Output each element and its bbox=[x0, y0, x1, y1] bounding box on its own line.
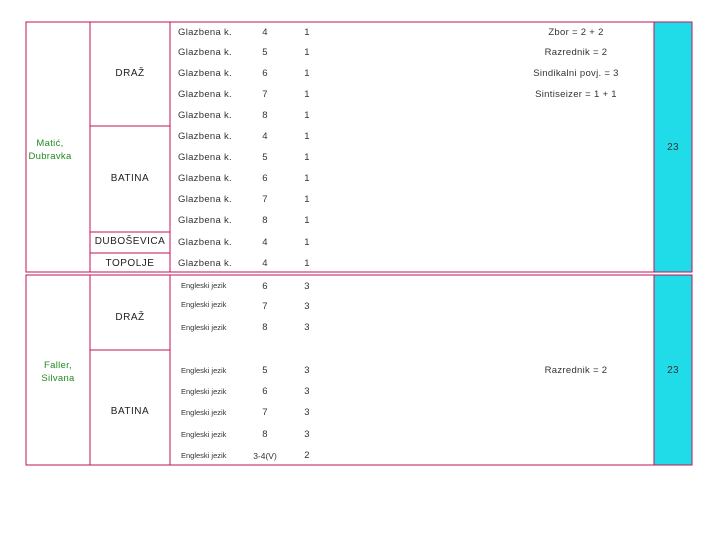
row-subject: Glazbena k. bbox=[178, 215, 232, 226]
school-label-batina: BATINA bbox=[110, 173, 150, 184]
row-hours: 3 bbox=[304, 386, 310, 397]
row-grade: 4 bbox=[262, 27, 268, 38]
row-hours: 1 bbox=[304, 27, 310, 38]
row-subject: Glazbena k. bbox=[178, 152, 232, 163]
row-subject: Glazbena k. bbox=[178, 258, 232, 269]
row-hours: 1 bbox=[304, 258, 310, 269]
row-grade: 8 bbox=[262, 215, 268, 226]
row-hours: 3 bbox=[304, 429, 310, 440]
row-subject: Engleski jezik bbox=[181, 408, 227, 417]
row-grade: 8 bbox=[262, 429, 268, 440]
row-subject: Glazbena k. bbox=[178, 89, 232, 100]
row-subject: Glazbena k. bbox=[178, 173, 232, 184]
row-hours: 3 bbox=[304, 407, 310, 418]
row-subject: Glazbena k. bbox=[178, 68, 232, 79]
row-hours: 1 bbox=[304, 110, 310, 121]
row-note: Zbor = 2 + 2 bbox=[548, 27, 604, 38]
teacher-name-line1: Matić, bbox=[36, 138, 64, 149]
row-hours: 1 bbox=[304, 131, 310, 142]
teacher-total-hours: 23 bbox=[667, 365, 679, 376]
row-grade: 6 bbox=[262, 68, 268, 79]
row-subject: Engleski jezik bbox=[181, 323, 227, 332]
row-subject: Engleski jezik bbox=[181, 451, 227, 460]
row-grade: 5 bbox=[262, 47, 268, 58]
row-grade: 4 bbox=[262, 258, 268, 269]
row-subject: Engleski jezik bbox=[181, 300, 227, 309]
row-grade: 5 bbox=[262, 365, 268, 376]
teacher-name-matic bbox=[28, 137, 71, 163]
teacher-name-line1: Faller, bbox=[44, 360, 72, 371]
row-note: Razrednik = 2 bbox=[544, 365, 608, 376]
teacher-name-line2: Silvana bbox=[41, 373, 75, 384]
row-grade: 7 bbox=[262, 407, 268, 418]
school-label-draz: DRAŽ bbox=[115, 68, 145, 79]
row-grade: 6 bbox=[262, 173, 268, 184]
row-subject: Engleski jezik bbox=[181, 387, 227, 396]
row-hours: 1 bbox=[304, 89, 310, 100]
school-label-batina: BATINA bbox=[110, 406, 150, 417]
row-note: Razrednik = 2 bbox=[544, 47, 608, 58]
row-hours: 2 bbox=[304, 450, 310, 461]
school-label-dubosevica: DUBOŠEVICA bbox=[94, 236, 166, 247]
row-grade: 6 bbox=[262, 281, 268, 292]
row-subject: Engleski jezik bbox=[181, 430, 227, 439]
row-subject: Engleski jezik bbox=[181, 366, 227, 375]
row-hours: 1 bbox=[304, 68, 310, 79]
row-grade: 7 bbox=[262, 89, 268, 100]
row-subject: Glazbena k. bbox=[178, 131, 232, 142]
row-hours: 3 bbox=[304, 322, 310, 333]
teacher-name-faller bbox=[41, 359, 74, 385]
row-grade: 8 bbox=[262, 322, 268, 333]
row-subject: Glazbena k. bbox=[178, 110, 232, 121]
row-grade: 4 bbox=[262, 131, 268, 142]
row-grade: 7 bbox=[262, 301, 268, 312]
teacher-name-line2: Dubravka bbox=[28, 151, 72, 162]
row-subject: Glazbena k. bbox=[178, 27, 232, 38]
row-hours: 1 bbox=[304, 47, 310, 58]
row-subject: Engleski jezik bbox=[181, 281, 227, 290]
teacher-total-hours: 23 bbox=[667, 142, 679, 153]
row-subject: Glazbena k. bbox=[178, 47, 232, 58]
row-note: Sintiseizer = 1 + 1 bbox=[535, 89, 617, 100]
school-label-topolje: TOPOLJE bbox=[105, 258, 155, 269]
row-grade: 5 bbox=[262, 152, 268, 163]
teacher-block-1-border bbox=[26, 22, 692, 272]
row-hours: 3 bbox=[304, 281, 310, 292]
row-grade: 4 bbox=[262, 237, 268, 248]
row-subject: Glazbena k. bbox=[178, 237, 232, 248]
row-hours: 3 bbox=[304, 301, 310, 312]
row-note: Sindikalni povj. = 3 bbox=[533, 68, 619, 79]
row-hours: 1 bbox=[304, 194, 310, 205]
school-label-draz: DRAŽ bbox=[115, 312, 145, 323]
row-hours: 3 bbox=[304, 365, 310, 376]
row-hours: 1 bbox=[304, 237, 310, 248]
row-subject: Glazbena k. bbox=[178, 194, 232, 205]
row-grade: 8 bbox=[262, 110, 268, 121]
row-grade: 7 bbox=[262, 194, 268, 205]
row-grade: 3-4(V) bbox=[253, 451, 277, 461]
row-hours: 1 bbox=[304, 215, 310, 226]
row-hours: 1 bbox=[304, 173, 310, 184]
row-grade: 6 bbox=[262, 386, 268, 397]
row-hours: 1 bbox=[304, 152, 310, 163]
